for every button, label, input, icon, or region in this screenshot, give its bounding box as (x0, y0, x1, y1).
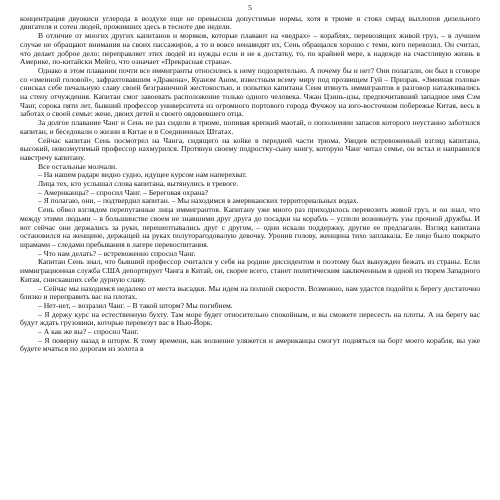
page-number: 5 (248, 3, 252, 12)
paragraph: – Я полагаю, они, – подтвердил капитан. – Мы находимся в американских территориальных водах. (38, 196, 359, 206)
paragraph: Капитан Сень знал, что бывший профессор считался у себя на родине диссидентом и поэтому был вынужден бежать из страны. Если иммиграционная служба США депортирует Чанга в Китай, он, скорее всего, станет политическим заключенным в одной из тюрем Западного Китая, снискавших себе дурную славу. (20, 257, 480, 284)
paragraph: – Сейчас мы находимся недалеко от места высадки. Мы идем на полной скорости. Возможно, нам удастся подойти к берегу достаточно близко и переправить вас на плотах. (20, 283, 480, 302)
body-text (20, 15, 480, 354)
paragraph: Однако в этом плавании почти все иммигранты относились к нему подозрительно. А почему бы и нет? Они полагали, он был в сговоре со «змеиной головой», зафрахтовавшим «Дракона», Куаном Аном, известным всему миру под прозвищем Гуй – Призрак. «Змеиная голова» снискал себе печальную славу своей безграничной жестокостью, и попытки капитана Сеня втянуть иммигрантов в разговор наталкивались на стену отчуждения. Капитан смог завоевать расположение только одного человека. Чжан Цзинь-цзы, предпочитавший западное имя Сэм Чанг, сорока пяти лет, бывший профессор университета из огромного портового города Фучжоу на юго-восточном побережье Китая, весь в заботах о своей семье: жене, двоих детей и своего овдовевшего отца. (20, 65, 480, 119)
paragraph: – Американцы? – спросил Чанг. – Береговая охрана? (38, 187, 209, 197)
paragraph: В отличие от многих других капитанов и моряков, которые плавают на «ведрах» – кораблях, перевозящих живой груз, – в лучшем случае не обращают внимания на своих пассажиров, а то и вовсе ненавидят их, Сень обращался хорошо с теми, кого перевозил. Он считал, что делает доброе дело: переправляет этих людей из нужды если и не к достатку, то, по крайней мере, к надежде на счастливую жизнь в Америке, по-китайски Мейго, что означает «Прекрасная страна». (20, 31, 480, 67)
paragraph: – Я поверну назад в шторм. К тому времени, как волнение уляжется и американцы смогут подняться на борт моего корабля, вы уже будете мчаться по дорогам из золота в (20, 335, 480, 354)
paragraph: – Я держу курс на естественную бухту. Там море будет относительно спокойным, и вы сможете пересесть на плоты. А на берегу вас будут ждать грузовики, которые перевезут вас в Нью-Йорк. (20, 309, 480, 328)
paragraph: концентрация двуокиси углерода в воздухе еще не превысила допустимые нормы, хотя в трюме и стоял смрад выхлопов дизельного двигателя и сотен людей, проживших здесь в тесноте две недели. (20, 13, 480, 32)
paragraph: За долгое плавание Чанг и Сень не раз сидели в трюме, попивая крепкий маотай, о пополнении запасов которого неустанно заботился капитан, и беседовали о жизни в Китае и в Соединенных Штатах. (20, 118, 480, 136)
paragraph: Сейчас капитан Сень посмотрел на Чанга, сидящего на койке в передней части трюма. Увидев встревоженный взгляд капитана, высокий, невозмутимый профессор нахмурился. Протянув своему подростку-сыну книгу, которую Чанг читал семье, он встал и направился навстречу капитану. (20, 135, 480, 162)
paragraph: Лица тех, кто услышал слова капитана, вытянулись в тревоге. (38, 179, 239, 189)
paragraph: – На нашем радаре видно судно, идущее курсом нам наперехват. (38, 170, 247, 180)
paragraph: – А как же вы? – спросил Чанг. (38, 327, 139, 337)
paragraph: – Нет-нет, – возразил Чанг. – В такой шторм? Мы погибнем. (38, 300, 233, 310)
paragraph: – Что нам делать? – встревоженно спросил Чанг. (38, 248, 196, 258)
paragraph: Все остальные молчали. (38, 161, 117, 171)
paragraph: Сень обвел взглядом перепуганные лица иммигрантов. Капитану уже много раз приходилось перевозить живой груз, и он знал, что между этими людьми – в большинстве своем не знавшими друг друга до посадки на корабль – успели возникнуть узы прочной дружбы. И вот сейчас они держались за руки, перешептывались друг с другом, – одни искали поддержку, другие ее предлагали. Взгляд капитана остановился на женщине, держащей на руках полуторагодовалую девочку. Уронив голову, женщина тихо заплакала. Ее лицо было покрыто шрамами – следами пребывания в лагере перевоспитания. (20, 205, 480, 249)
